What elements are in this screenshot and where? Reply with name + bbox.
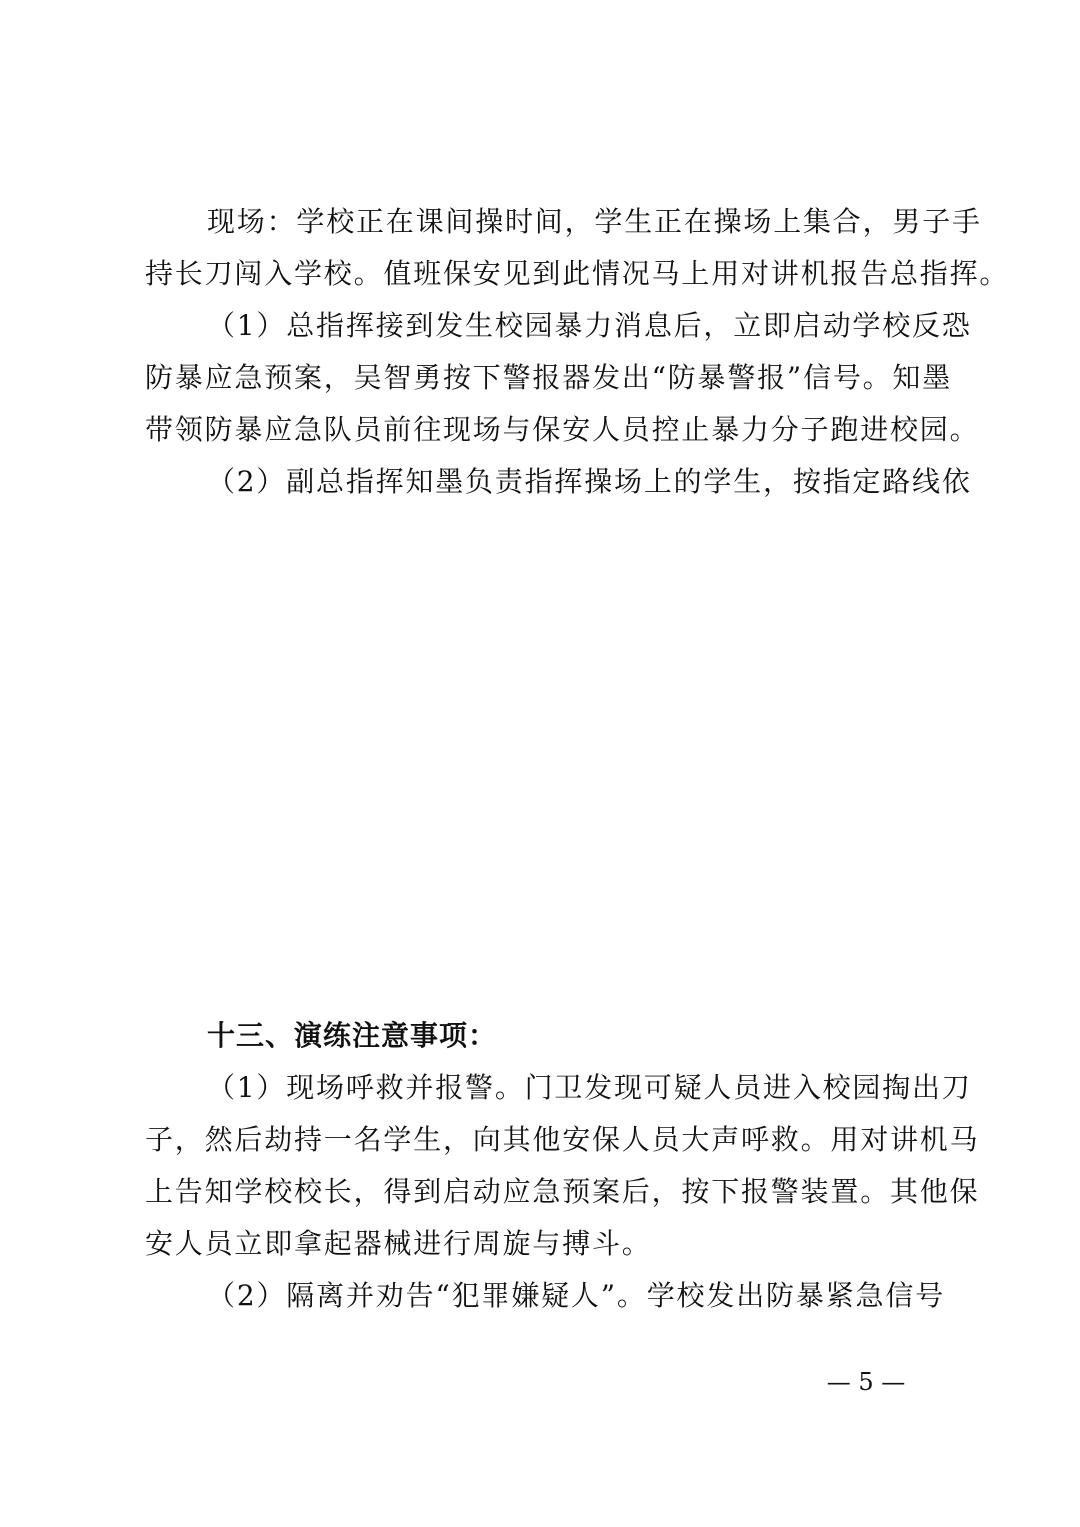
paragraph-line: 带领防暴应急队员前往现场与保安人员控止暴力分子跑进校园。 (145, 413, 980, 446)
paragraph-line: （2）副总指挥知墨负责指挥操场上的学生，按指定路线依 (207, 465, 972, 498)
section-heading: 十三、演练注意事项： (207, 1019, 498, 1052)
paragraph-line: 子，然后劫持一名学生，向其他安保人员大声呼救。用对讲机马 (145, 1123, 980, 1156)
paragraph-line: 上告知学校校长，得到启动应急预案后，按下报警装置。其他保 (145, 1175, 980, 1208)
paragraph-line: 持长刀闯入学校。值班保安见到此情况马上用对讲机报告总指挥。 (145, 257, 1010, 290)
paragraph-line: （1）总指挥接到发生校园暴力消息后，立即启动学校反恐 (207, 309, 972, 342)
scenario-section (145, 196, 1010, 508)
notes-section (145, 1010, 980, 1322)
paragraph-line: （2）隔离并劝告“犯罪嫌疑人”。学校发出防暴紧急信号 (207, 1279, 945, 1312)
page-number: — 5 — (826, 1368, 906, 1396)
paragraph-line: 防暴应急预案，吴智勇按下警报器发出“防暴警报”信号。知墨 (145, 361, 953, 394)
paragraph-line: 安人员立即拿起器械进行周旋与搏斗。 (145, 1227, 652, 1260)
paragraph-line: 现场：学校正在课间操时间，学生正在操场上集合，男子手 (207, 205, 982, 238)
paragraph-line: （1）现场呼救并报警。门卫发现可疑人员进入校园掏出刀 (207, 1071, 972, 1104)
